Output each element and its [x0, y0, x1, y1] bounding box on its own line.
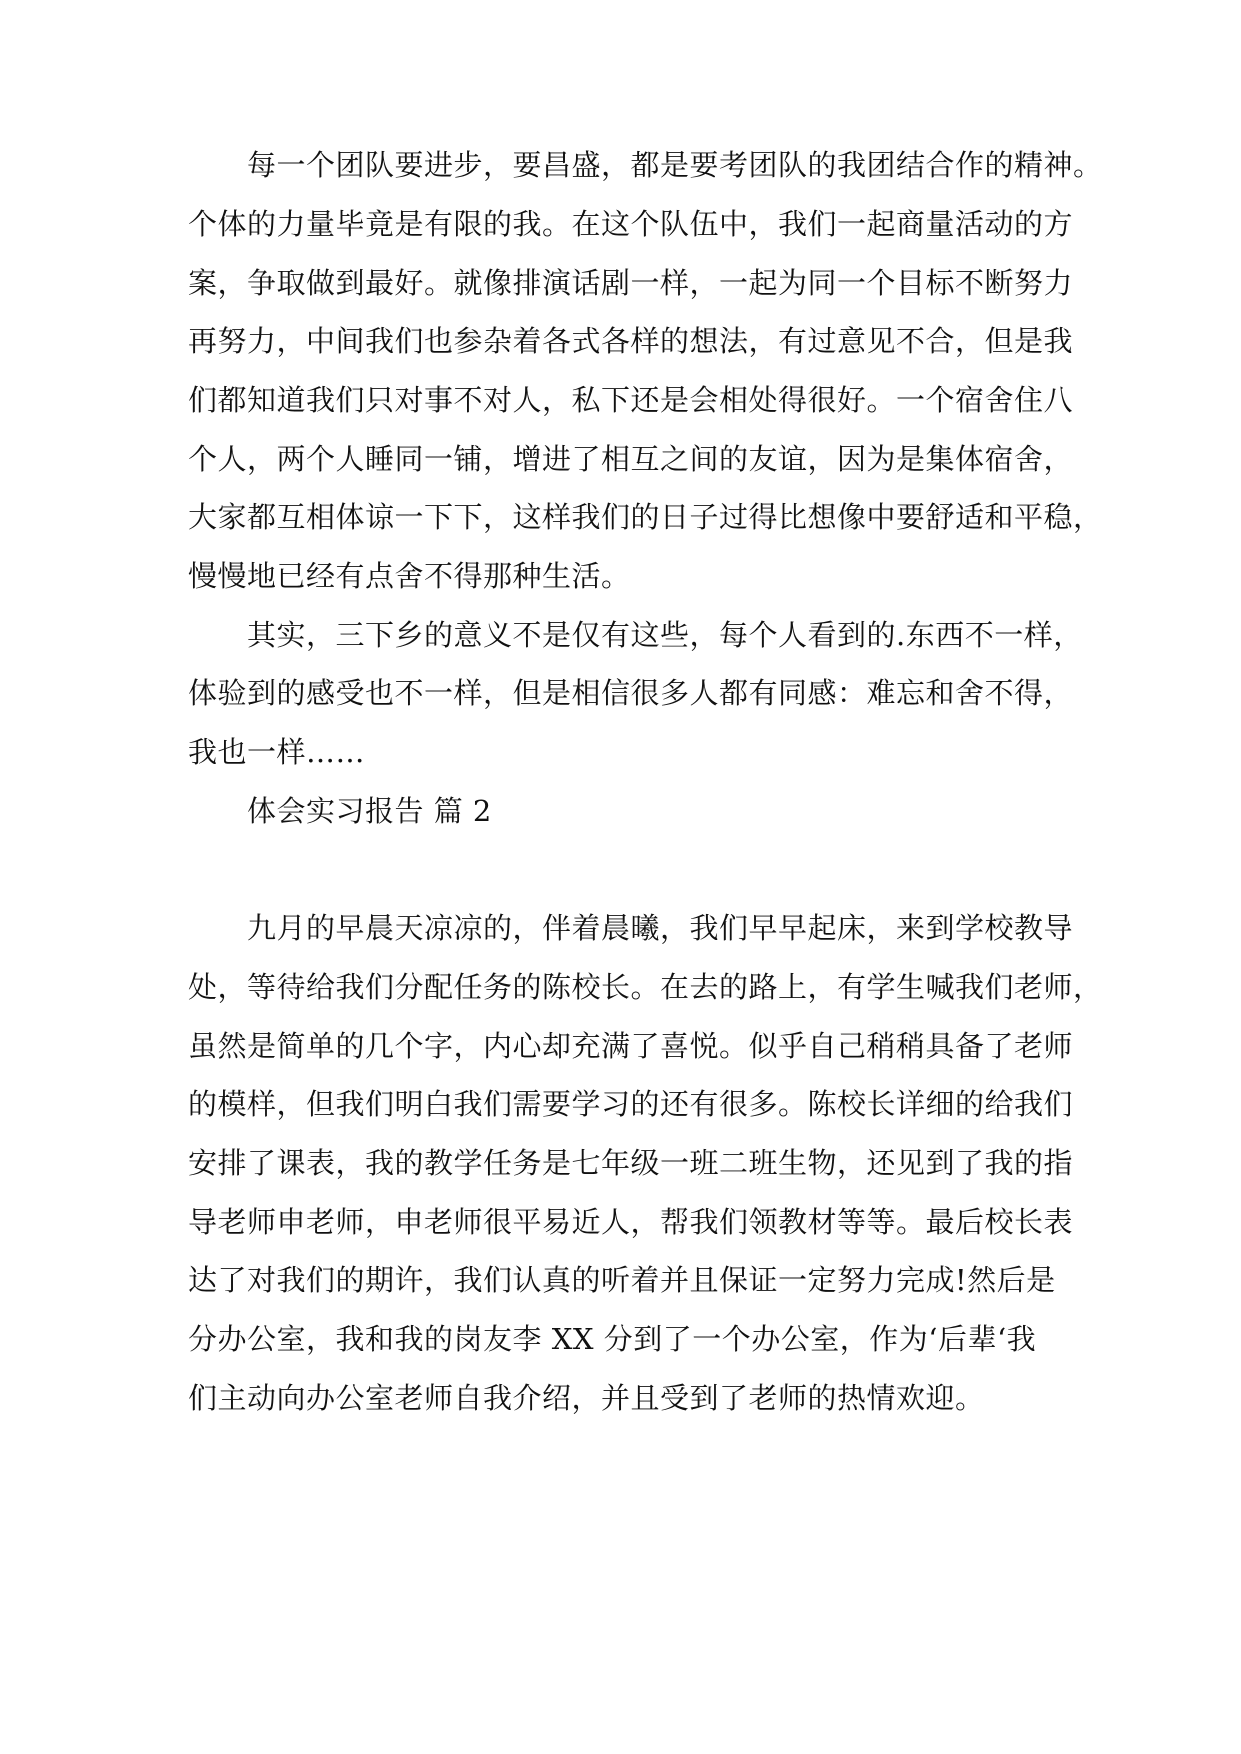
- section-heading: 体会实习报告 篇 2: [247, 794, 492, 828]
- text-line: 虽然是简单的几个字，内心却充满了喜悦。似乎自己稍稍具备了老师: [188, 1029, 1074, 1063]
- text-line: 我也一样……: [188, 735, 366, 769]
- text-line: 安排了课表，我的教学任务是七年级一班二班生物，还见到了我的指: [188, 1146, 1074, 1180]
- text-line: 体验到的感受也不一样，但是相信很多人都有同感：难忘和舍不得，: [188, 676, 1074, 710]
- text-line: 个人，两个人睡同一铺，增进了相互之间的友谊，因为是集体宿舍，: [188, 442, 1074, 476]
- text-line: 九月的早晨天凉凉的，伴着晨曦，我们早早起床，来到学校教导: [247, 911, 1074, 945]
- text-line: 导老师申老师，申老师很平易近人，帮我们领教材等等。最后校长表: [188, 1205, 1074, 1239]
- text-line: 分办公室，我和我的岗友李 XX 分到了一个办公室，作为‘后辈‘我: [188, 1322, 1037, 1356]
- text-line: 个体的力量毕竟是有限的我。在这个队伍中，我们一起商量活动的方: [188, 207, 1074, 241]
- text-line: 大家都互相体谅一下下，这样我们的日子过得比想像中要舒适和平稳，: [188, 500, 1103, 534]
- text-line: 每一个团队要进步，要昌盛，都是要考团队的我团结合作的精神。: [247, 148, 1103, 182]
- text-line: 达了对我们的期许，我们认真的听着并且保证一定努力完成!然后是: [188, 1263, 1056, 1297]
- text-line: 再努力，中间我们也参杂着各式各样的想法，有过意见不合，但是我: [188, 324, 1074, 358]
- text-line: 的模样，但我们明白我们需要学习的还有很多。陈校长详细的给我们: [188, 1087, 1074, 1121]
- text-line: 慢慢地已经有点舍不得那种生活。: [188, 559, 631, 593]
- text-line: 们主动向办公室老师自我介绍，并且受到了老师的热情欢迎。: [188, 1381, 985, 1415]
- text-line: 案，争取做到最好。就像排演话剧一样，一起为同一个目标不断努力: [188, 266, 1074, 300]
- text-line: 处，等待给我们分配任务的陈校长。在去的路上，有学生喊我们老师，: [188, 970, 1103, 1004]
- text-line: 们都知道我们只对事不对人，私下还是会相处得很好。一个宿舍住八: [188, 383, 1074, 417]
- text-line: 其实，三下乡的意义不是仅有这些，每个人看到的.东西不一样，: [247, 618, 1083, 652]
